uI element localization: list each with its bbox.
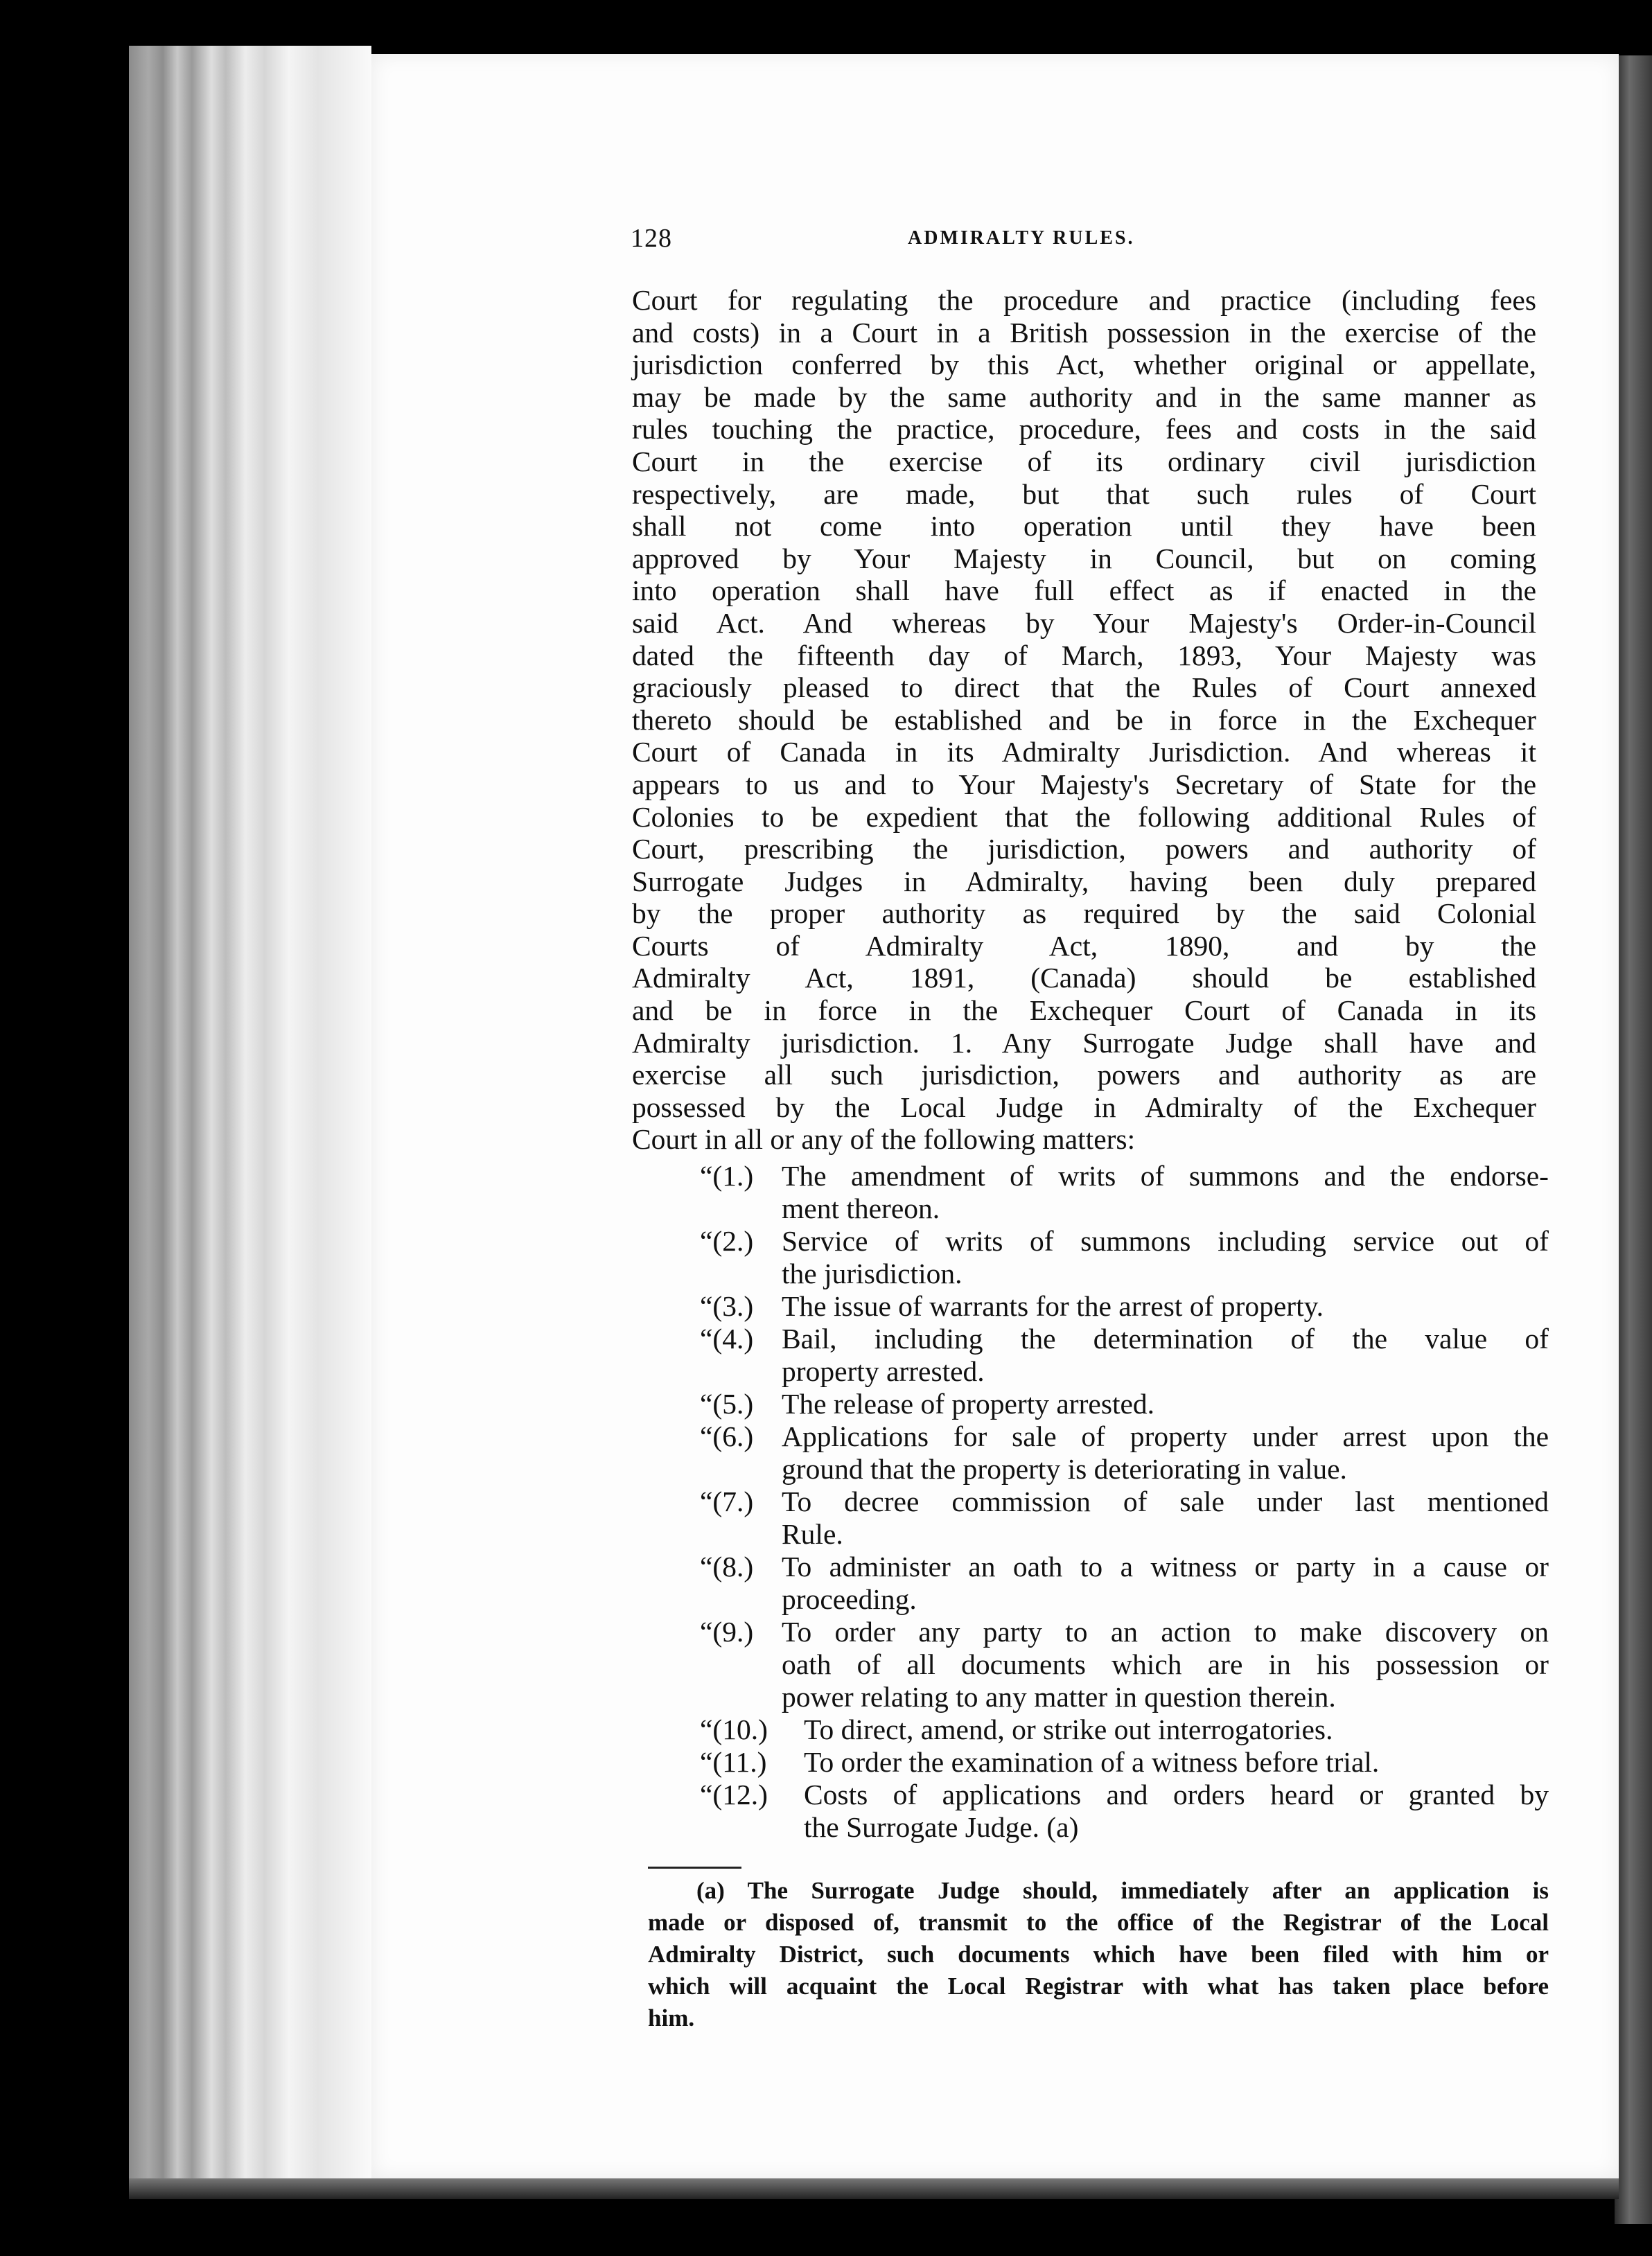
rule-line: Rule.	[782, 1518, 843, 1550]
rule-item	[700, 1420, 1549, 1486]
body-line: Court in all or any of the following matters:	[632, 1123, 1136, 1156]
body-line: respectively, are made, but that such rules of Court	[632, 477, 1536, 510]
body-line: Surrogate Judges in Admiralty, having been duly prepared	[632, 865, 1536, 897]
rule-number: “(1.)	[700, 1160, 754, 1192]
rule-number: “(6.)	[700, 1420, 754, 1452]
rule-line: The amendment of writs of summons and the endorse-	[782, 1160, 1549, 1192]
body-line: by the proper authority as required by the said Colonial	[632, 897, 1536, 930]
body-line: may be made by the same authority and in the same manner as	[632, 380, 1536, 413]
body-line: Colonies to be expedient that the following additional Rules of	[632, 800, 1536, 833]
footnote-line: which will acquaint the Local Registrar with what has taken place before	[648, 1973, 1549, 2000]
body-line: jurisdiction conferred by this Act, whether original or appellate,	[632, 349, 1536, 381]
body-line: Court of Canada in its Admiralty Jurisdiction. And whereas it	[632, 736, 1536, 768]
rule-line: property arrested.	[782, 1355, 985, 1387]
rule-text	[700, 1616, 1549, 1713]
rule-text	[700, 1551, 1549, 1616]
footnote	[648, 1875, 1549, 2034]
body-line: appears to us and to Your Majesty's Secretary of State for the	[632, 768, 1536, 800]
rule-line: To decree commission of sale under last mentioned	[782, 1486, 1549, 1517]
rule-line: power relating to any matter in question therein.	[782, 1681, 1336, 1713]
rule-item	[700, 1746, 1549, 1779]
rule-line: the Surrogate Judge. (a)	[804, 1811, 1079, 1843]
rule-number: “(5.)	[700, 1388, 754, 1420]
body-paragraph	[632, 284, 1536, 1156]
rule-line: ment thereon.	[782, 1192, 940, 1224]
body-line: Court in the exercise of its ordinary civil jurisdiction	[632, 445, 1536, 477]
rule-line: ground that the property is deteriorating in value.	[782, 1453, 1347, 1485]
rule-item	[700, 1290, 1549, 1323]
rule-line: To order any party to an action to make discovery on	[782, 1616, 1549, 1648]
rule-item	[700, 1713, 1549, 1746]
body-line: into operation shall have full effect as if enacted in the	[632, 574, 1536, 607]
rule-text	[700, 1779, 1549, 1844]
body-line: exercise all such jurisdiction, powers and authority as are	[632, 1059, 1536, 1091]
rule-text	[700, 1290, 1549, 1323]
footnote-line: (a) The Surrogate Judge should, immediately after an application is	[696, 1877, 1549, 1904]
rule-text	[700, 1388, 1549, 1420]
body-line: Court for regulating the procedure and practice (including fees	[632, 284, 1536, 316]
rule-line: oath of all documents which are in his possession or	[782, 1648, 1549, 1680]
rule-line: Bail, including the determination of the value of	[782, 1323, 1549, 1355]
book-spine-edge	[1615, 55, 1652, 2224]
rule-line: The release of property arrested.	[782, 1388, 1155, 1420]
body-line: Courts of Admiralty Act, 1890, and by the	[632, 929, 1536, 962]
rule-line: Costs of applications and orders heard or granted by	[804, 1779, 1549, 1810]
body-line: thereto should be established and be in force in the Exchequer	[632, 703, 1536, 736]
rule-text	[700, 1420, 1549, 1486]
rule-text	[700, 1486, 1549, 1551]
rule-item	[700, 1225, 1549, 1290]
rule-number: “(9.)	[700, 1616, 754, 1648]
book-bottom-edge	[129, 2178, 1619, 2199]
book-page-edges	[129, 46, 371, 2187]
footnote-line: him.	[648, 2004, 695, 2032]
rule-text	[700, 1225, 1549, 1290]
body-line: rules touching the practice, procedure, fees and costs in the said	[632, 413, 1536, 446]
body-line: and be in force in the Exchequer Court of Canada in its	[632, 994, 1536, 1027]
rule-item	[700, 1160, 1549, 1225]
rule-line: To administer an oath to a witness or party in a cause or	[782, 1551, 1549, 1583]
footnote-line: made or disposed of, transmit to the office of the Registrar of the Local	[648, 1909, 1549, 1936]
footnote-divider	[648, 1867, 741, 1869]
running-head: ADMIRALTY RULES.	[908, 227, 1135, 249]
page-number: 128	[631, 224, 672, 253]
rule-number: “(10.)	[700, 1713, 768, 1745]
rule-text	[700, 1713, 1549, 1746]
rule-line: To order the examination of a witness before trial.	[804, 1746, 1380, 1778]
body-line: Admiralty Act, 1891, (Canada) should be established	[632, 962, 1536, 994]
rule-line: Applications for sale of property under arrest upon the	[782, 1420, 1549, 1452]
body-line: shall not come into operation until they have been	[632, 510, 1536, 543]
rule-item	[700, 1388, 1549, 1420]
rule-line: The issue of warrants for the arrest of property.	[782, 1290, 1324, 1322]
rule-text	[700, 1160, 1549, 1225]
rule-number: “(8.)	[700, 1551, 754, 1583]
body-line: Admiralty jurisdiction. 1. Any Surrogate Judge shall have and	[632, 1026, 1536, 1059]
rule-item	[700, 1486, 1549, 1551]
rule-text	[700, 1746, 1549, 1779]
rule-line: proceeding.	[782, 1583, 917, 1615]
body-line: approved by Your Majesty in Council, but on coming	[632, 542, 1536, 574]
body-line: Court, prescribing the jurisdiction, powers and authority of	[632, 833, 1536, 865]
rule-item	[700, 1616, 1549, 1713]
body-line: and costs) in a Court in a British possession in the exercise of the	[632, 316, 1536, 349]
rule-item	[700, 1551, 1549, 1616]
rule-number: “(2.)	[700, 1225, 754, 1257]
rule-line: the jurisdiction.	[782, 1258, 963, 1289]
rule-item	[700, 1779, 1549, 1844]
body-line: said Act. And whereas by Your Majesty's Order-in-Council	[632, 606, 1536, 639]
body-line: graciously pleased to direct that the Rules of Court annexed	[632, 671, 1536, 704]
rule-line: Service of writs of summons including service out of	[782, 1225, 1549, 1257]
body-line: dated the fifteenth day of March, 1893, Your Majesty was	[632, 639, 1536, 671]
rules-list	[700, 1160, 1549, 1844]
rule-item	[700, 1323, 1549, 1388]
rule-line: To direct, amend, or strike out interrogatories.	[804, 1713, 1333, 1745]
page-header	[631, 223, 1538, 258]
rule-number: “(7.)	[700, 1486, 754, 1517]
rule-text	[700, 1323, 1549, 1388]
rule-number: “(4.)	[700, 1323, 754, 1355]
rule-number: “(11.)	[700, 1746, 767, 1778]
footnote-line: Admiralty District, such documents which have been filed with him or	[648, 1941, 1549, 1968]
body-line: possessed by the Local Judge in Admiralty of the Exchequer	[632, 1091, 1536, 1123]
rule-number: “(3.)	[700, 1290, 754, 1322]
rule-number: “(12.)	[700, 1779, 768, 1810]
